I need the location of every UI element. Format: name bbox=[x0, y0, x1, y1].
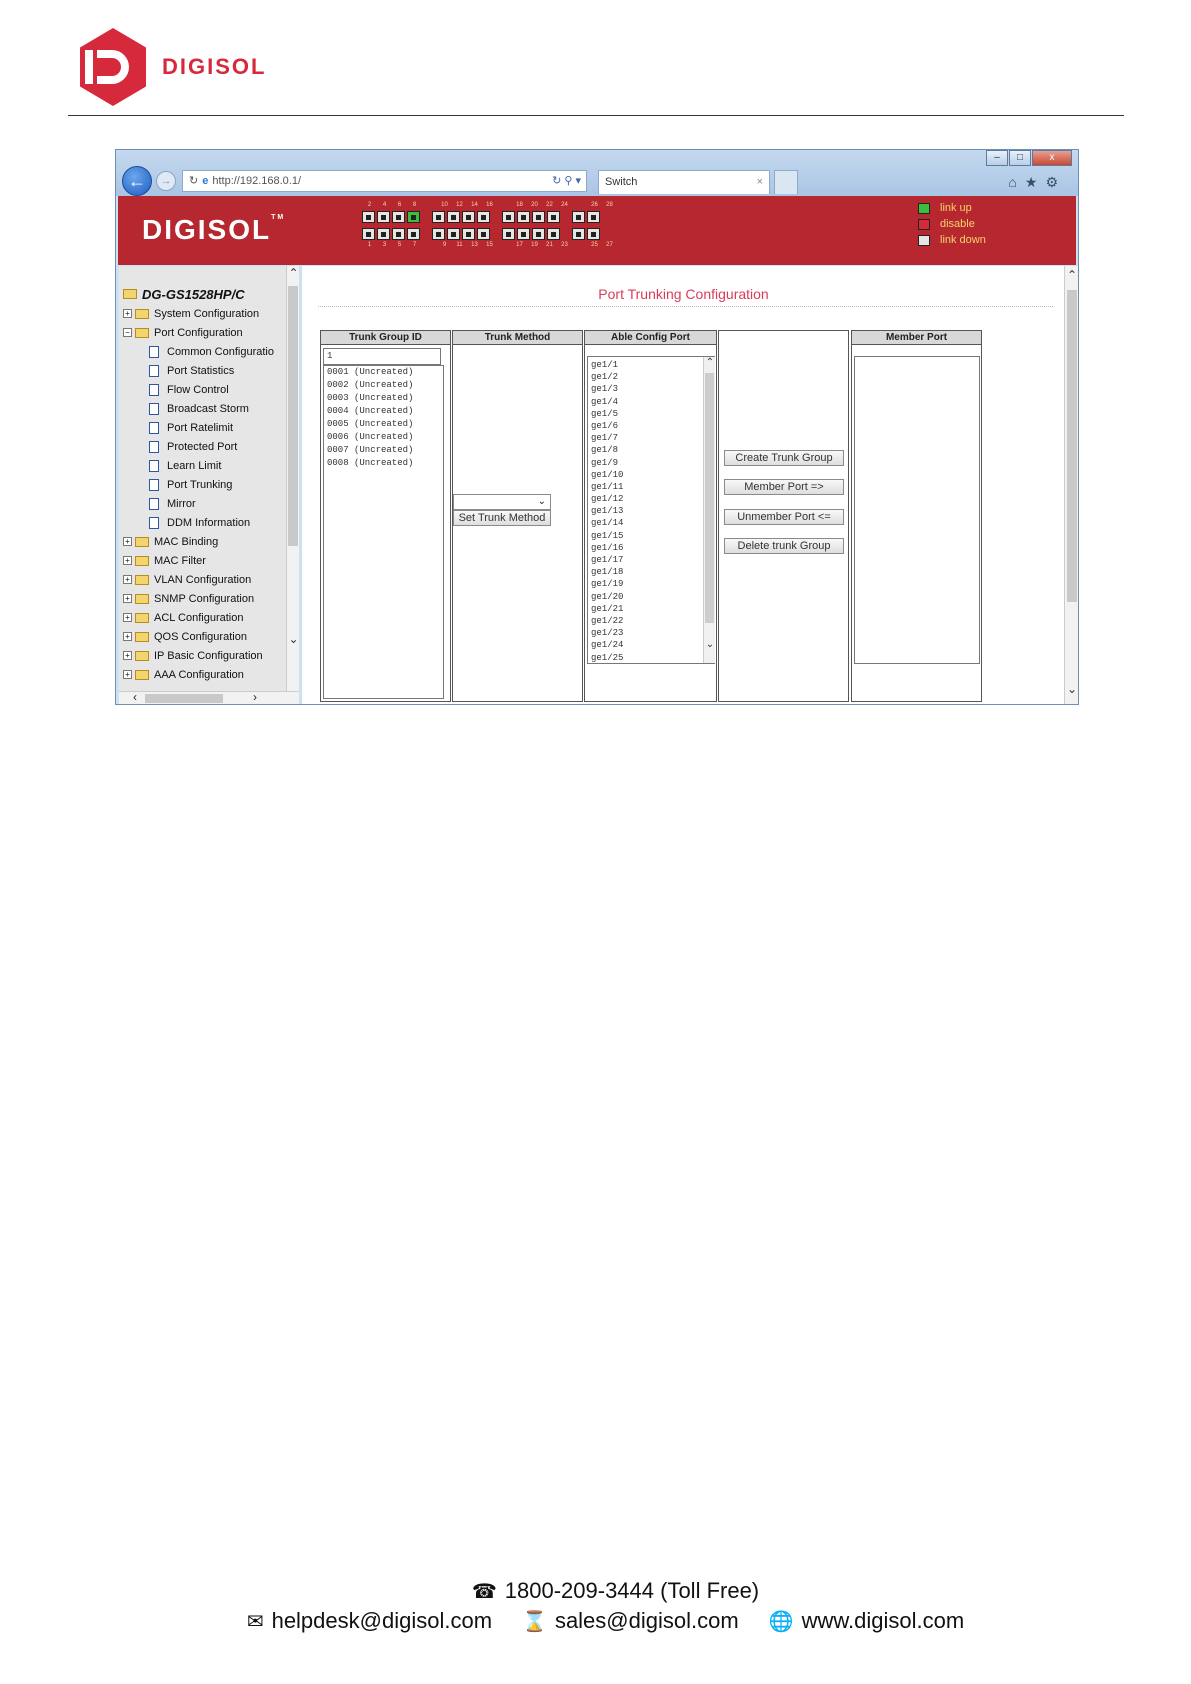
port-number: 19 bbox=[531, 242, 538, 248]
trunk-group-column bbox=[320, 330, 451, 702]
port-icon[interactable] bbox=[587, 211, 600, 223]
trunk-id-input[interactable]: 1 bbox=[323, 348, 441, 365]
expand-icon[interactable]: + bbox=[123, 670, 132, 679]
port-option[interactable]: ge1/16 bbox=[591, 542, 624, 553]
create-trunk-group-button[interactable]: Create Trunk Group bbox=[724, 450, 844, 466]
port-legend bbox=[918, 200, 986, 248]
tree-item-label: Broadcast Storm bbox=[167, 402, 249, 415]
tree-item-folder[interactable] bbox=[123, 627, 274, 646]
close-button[interactable]: x bbox=[1032, 150, 1072, 166]
port-icon[interactable] bbox=[377, 211, 390, 223]
port-row-top bbox=[362, 211, 602, 223]
port-icon[interactable] bbox=[532, 228, 545, 240]
trunk-group-option[interactable]: 0002 (Uncreated) bbox=[327, 380, 414, 390]
port-gap bbox=[492, 228, 502, 240]
port-numbers-bottom bbox=[362, 242, 617, 248]
browser-tab[interactable] bbox=[598, 170, 770, 194]
port-icon[interactable] bbox=[532, 211, 545, 223]
legend-link-down: link down bbox=[940, 234, 986, 246]
phone-icon: ☎ bbox=[471, 1581, 497, 1603]
port-number: 5 bbox=[397, 242, 402, 248]
scrollbar-thumb[interactable] bbox=[1067, 290, 1077, 602]
expand-icon[interactable]: + bbox=[123, 594, 132, 603]
refresh-icon[interactable]: ↻ bbox=[189, 175, 199, 187]
doc-footer bbox=[0, 1578, 1191, 1634]
tree-item-label: Flow Control bbox=[167, 383, 229, 396]
tree-item-port-child[interactable] bbox=[123, 418, 274, 437]
collapse-icon[interactable]: − bbox=[123, 328, 132, 337]
page-title: Port Trunking Configuration bbox=[598, 286, 769, 302]
switch-banner bbox=[118, 196, 1076, 265]
trunk-method-column bbox=[452, 330, 583, 702]
port-number: 22 bbox=[546, 202, 553, 208]
port-icon[interactable] bbox=[462, 211, 475, 223]
address-bar[interactable] bbox=[182, 170, 587, 192]
port-option[interactable]: ge1/14 bbox=[591, 518, 624, 529]
port-icon[interactable] bbox=[517, 228, 530, 240]
tab-close-icon[interactable]: × bbox=[756, 176, 763, 188]
port-number: 26 bbox=[591, 202, 598, 208]
port-list-scrollbar[interactable] bbox=[703, 357, 715, 663]
folder-icon bbox=[135, 575, 149, 585]
minimize-button[interactable]: – bbox=[986, 150, 1008, 166]
tree-item-label: Learn Limit bbox=[167, 459, 222, 472]
tree-item-port-child[interactable] bbox=[123, 513, 274, 532]
home-icon[interactable]: ⌂ bbox=[1008, 174, 1025, 190]
legend-link-up: link up bbox=[940, 202, 972, 214]
port-option[interactable]: ge1/19 bbox=[591, 579, 624, 590]
trunk-group-option[interactable]: 0003 (Uncreated) bbox=[327, 393, 414, 403]
expand-icon[interactable]: + bbox=[123, 613, 132, 622]
scroll-up-icon[interactable]: ⌃ bbox=[1066, 268, 1078, 282]
port-gap bbox=[497, 242, 512, 248]
port-icon[interactable] bbox=[572, 211, 585, 223]
scroll-down-icon[interactable]: ⌄ bbox=[705, 639, 715, 650]
port-number: 15 bbox=[486, 242, 493, 248]
globe-icon: 🌐 bbox=[768, 1611, 794, 1633]
tree-item-port-configuration[interactable]: − Port Configuration bbox=[123, 323, 274, 342]
tree-item-label: Common Configuratio bbox=[167, 345, 274, 358]
trunk-group-option[interactable]: 0004 (Uncreated) bbox=[327, 406, 414, 416]
folder-icon bbox=[135, 632, 149, 642]
port-icon[interactable] bbox=[362, 211, 375, 223]
chevron-down-icon: ⌄ bbox=[537, 496, 546, 507]
document-icon bbox=[149, 479, 159, 491]
scrollbar-thumb[interactable] bbox=[705, 373, 714, 623]
maximize-button[interactable]: □ bbox=[1009, 150, 1031, 166]
port-number: 11 bbox=[456, 242, 463, 248]
set-trunk-method-button[interactable]: Set Trunk Method bbox=[453, 510, 551, 526]
sidebar bbox=[119, 266, 289, 704]
action-column bbox=[718, 330, 849, 702]
content-scrollbar[interactable] bbox=[1064, 266, 1078, 704]
port-option[interactable]: ge1/8 bbox=[591, 445, 619, 456]
footer-helpdesk[interactable]: ✉ helpdesk@digisol.com bbox=[246, 1608, 493, 1633]
scroll-left-icon[interactable]: ‹ bbox=[133, 690, 137, 704]
port-gap bbox=[572, 202, 587, 208]
trunk-group-id-header: Trunk Group ID bbox=[321, 331, 450, 345]
port-gap bbox=[422, 211, 432, 223]
tree-root[interactable]: DG-GS1528HP/C bbox=[123, 284, 274, 304]
delete-trunk-group-button[interactable]: Delete trunk Group bbox=[724, 538, 844, 554]
tree-item-folder[interactable] bbox=[123, 646, 274, 665]
port-number: 4 bbox=[382, 202, 387, 208]
port-icon[interactable] bbox=[407, 228, 420, 240]
port-number: 8 bbox=[412, 202, 417, 208]
star-icon[interactable]: ★ bbox=[1024, 174, 1046, 190]
port-icon[interactable] bbox=[462, 228, 475, 240]
expand-icon[interactable]: + bbox=[123, 575, 132, 584]
port-number: 1 bbox=[367, 242, 372, 248]
folder-icon bbox=[135, 556, 149, 566]
folder-icon bbox=[123, 289, 137, 299]
port-icon[interactable] bbox=[502, 228, 515, 240]
port-option[interactable]: ge1/3 bbox=[591, 384, 619, 395]
footer-sales[interactable]: ⌛ sales@digisol.com bbox=[522, 1608, 739, 1633]
tree-item-folder[interactable] bbox=[123, 532, 274, 551]
disable-swatch bbox=[918, 219, 930, 230]
link-down-swatch bbox=[918, 235, 930, 246]
tree-item-port-child[interactable] bbox=[123, 361, 274, 380]
trunk-group-option[interactable]: 0006 (Uncreated) bbox=[327, 432, 414, 442]
port-number: 13 bbox=[471, 242, 478, 248]
port-number: 28 bbox=[606, 202, 613, 208]
tree-item-label: Protected Port bbox=[167, 440, 238, 453]
port-gap bbox=[562, 228, 572, 240]
tree-item-system-configuration[interactable]: + System Configuration bbox=[123, 304, 274, 323]
folder-icon bbox=[135, 651, 149, 661]
footer-phone: ☎ 1800-209-3444 (Toll Free) bbox=[471, 1578, 760, 1603]
port-number: 17 bbox=[516, 242, 523, 248]
window-buttons bbox=[985, 150, 1072, 166]
able-port-list[interactable] bbox=[587, 356, 715, 664]
tree-item-folder[interactable] bbox=[123, 665, 274, 684]
port-icon[interactable] bbox=[547, 228, 560, 240]
tree-item-label: ACL Configuration bbox=[154, 611, 244, 624]
port-icon[interactable] bbox=[587, 228, 600, 240]
scroll-up-icon[interactable]: ⌃ bbox=[288, 266, 299, 280]
ie-icon: e bbox=[202, 175, 209, 187]
expand-icon[interactable]: + bbox=[123, 556, 132, 565]
document-icon bbox=[149, 460, 159, 472]
main-content bbox=[302, 266, 1065, 704]
port-gap bbox=[572, 242, 587, 248]
tree-item-port-child[interactable] bbox=[123, 475, 274, 494]
port-number: 20 bbox=[531, 202, 538, 208]
trunk-group-option[interactable]: 0005 (Uncreated) bbox=[327, 419, 414, 429]
gear-icon[interactable]: ⚙ bbox=[1045, 174, 1066, 190]
member-port-button[interactable]: Member Port => bbox=[724, 479, 844, 495]
hscroll-thumb[interactable] bbox=[145, 694, 223, 703]
document-icon bbox=[149, 441, 159, 453]
tab-title: Switch bbox=[605, 176, 638, 188]
trunk-group-option[interactable]: 0008 (Uncreated) bbox=[327, 458, 414, 468]
port-option[interactable]: ge1/13 bbox=[591, 506, 624, 517]
port-number: 6 bbox=[397, 202, 402, 208]
tree-item-port-child[interactable] bbox=[123, 399, 274, 418]
port-number: 25 bbox=[591, 242, 598, 248]
search-icon[interactable]: ↻ ⚲ ▾ bbox=[552, 175, 581, 187]
port-number: 16 bbox=[486, 202, 493, 208]
port-option[interactable]: ge1/22 bbox=[591, 615, 624, 626]
trunk-method-select[interactable] bbox=[453, 494, 551, 510]
forward-arrow-icon[interactable]: → bbox=[156, 171, 176, 191]
port-number: 12 bbox=[456, 202, 463, 208]
mail-icon: ✉ bbox=[246, 1611, 264, 1633]
tree-item-folder[interactable] bbox=[123, 570, 274, 589]
tree-item-label: Port Trunking bbox=[167, 478, 233, 491]
folder-icon bbox=[135, 613, 149, 623]
port-row-bottom bbox=[362, 228, 602, 240]
tree-item-folder[interactable] bbox=[123, 589, 274, 608]
port-icon[interactable] bbox=[432, 228, 445, 240]
tree-item-port-child[interactable] bbox=[123, 437, 274, 456]
able-config-port-column bbox=[584, 330, 717, 702]
port-option[interactable]: ge1/24 bbox=[591, 640, 624, 651]
tree-item-label: Port Statistics bbox=[167, 364, 235, 377]
digisol-logo bbox=[80, 28, 266, 106]
tree-item-port-child[interactable] bbox=[123, 494, 274, 513]
folder-icon bbox=[135, 670, 149, 680]
folder-icon bbox=[135, 537, 149, 547]
scroll-up-icon[interactable]: ⌃ bbox=[705, 357, 715, 368]
browser-screenshot bbox=[115, 149, 1079, 705]
port-option[interactable]: ge1/4 bbox=[591, 396, 619, 407]
port-icon[interactable] bbox=[407, 211, 420, 223]
port-number: 18 bbox=[516, 202, 523, 208]
scrollbar-thumb[interactable] bbox=[288, 286, 298, 546]
footer-web[interactable]: 🌐 www.digisol.com bbox=[768, 1608, 965, 1633]
trunk-group-option[interactable]: 0007 (Uncreated) bbox=[327, 445, 414, 455]
port-option[interactable]: ge1/6 bbox=[591, 420, 619, 431]
folder-open-icon bbox=[135, 328, 149, 338]
document-icon bbox=[149, 517, 159, 529]
document-icon bbox=[149, 346, 159, 358]
port-option[interactable]: ge1/17 bbox=[591, 555, 624, 565]
back-arrow-icon[interactable]: ← bbox=[122, 166, 152, 196]
tree-item-label: MAC Binding bbox=[154, 535, 219, 548]
port-icon[interactable] bbox=[432, 211, 445, 223]
hourglass-icon: ⌛ bbox=[522, 1611, 547, 1633]
port-icon[interactable] bbox=[447, 211, 460, 223]
tree-item-label: Port Ratelimit bbox=[167, 421, 234, 434]
tree-item-port-child[interactable] bbox=[123, 380, 274, 399]
trunk-group-option[interactable]: 0001 (Uncreated) bbox=[327, 367, 414, 377]
tree-item-label: VLAN Configuration bbox=[154, 573, 252, 586]
browser-titlebar bbox=[116, 150, 1078, 196]
logo-text: DIGISOL bbox=[162, 54, 267, 79]
port-number: 2 bbox=[367, 202, 372, 208]
tree-item-port-child[interactable] bbox=[123, 456, 274, 475]
expand-icon[interactable]: + bbox=[123, 309, 132, 318]
port-icon[interactable] bbox=[477, 228, 490, 240]
port-numbers-top bbox=[362, 202, 617, 208]
port-gap bbox=[562, 211, 572, 223]
port-gap bbox=[422, 228, 432, 240]
port-number: 7 bbox=[412, 242, 417, 248]
port-number: 27 bbox=[606, 242, 613, 248]
tree-item-label: Mirror bbox=[167, 497, 196, 510]
document-icon bbox=[149, 403, 159, 415]
tree-item-label: IP Basic Configuration bbox=[154, 649, 263, 662]
port-option[interactable]: ge1/12 bbox=[591, 494, 624, 505]
title-divider bbox=[318, 306, 1053, 307]
unmember-port-button[interactable]: Unmember Port <= bbox=[724, 509, 844, 525]
port-number: 9 bbox=[442, 242, 447, 248]
tree-item-label: QOS Configuration bbox=[154, 630, 247, 643]
trunk-group-list[interactable] bbox=[323, 365, 444, 699]
tree-item-port-child[interactable] bbox=[123, 342, 274, 361]
logo-mark bbox=[80, 28, 146, 106]
member-port-column bbox=[851, 330, 982, 702]
new-tab-button[interactable] bbox=[774, 170, 798, 194]
port-gap bbox=[422, 202, 437, 208]
tree-item-label: MAC Filter bbox=[154, 554, 206, 567]
browser-tools bbox=[1008, 174, 1066, 191]
member-port-list[interactable] bbox=[854, 356, 980, 664]
member-port-header: Member Port bbox=[852, 331, 981, 345]
folder-icon bbox=[135, 594, 149, 604]
folder-icon bbox=[135, 309, 149, 319]
port-gap bbox=[422, 242, 437, 248]
port-option[interactable]: ge1/25 bbox=[591, 652, 624, 663]
port-icon[interactable] bbox=[502, 211, 515, 223]
port-icon[interactable] bbox=[377, 228, 390, 240]
port-icon[interactable] bbox=[392, 228, 405, 240]
port-option[interactable]: ge1/20 bbox=[591, 591, 624, 602]
port-icon[interactable] bbox=[547, 211, 560, 223]
port-option[interactable]: ge1/1 bbox=[591, 360, 619, 370]
port-option[interactable]: ge1/15 bbox=[591, 530, 624, 541]
port-option[interactable]: ge1/21 bbox=[591, 603, 624, 614]
sidebar-hscrollbar[interactable] bbox=[119, 691, 299, 705]
banner-brand: DIGISOL™ bbox=[142, 214, 286, 245]
scroll-right-icon[interactable]: › bbox=[253, 690, 257, 704]
expand-icon[interactable]: + bbox=[123, 651, 132, 660]
expand-icon[interactable]: + bbox=[123, 632, 132, 641]
port-number: 10 bbox=[441, 202, 448, 208]
port-option[interactable]: ge1/23 bbox=[591, 628, 624, 639]
port-gap bbox=[492, 211, 502, 223]
header-rule bbox=[68, 115, 1124, 116]
document-icon bbox=[149, 384, 159, 396]
nav-tree bbox=[123, 284, 274, 684]
port-option[interactable]: ge1/9 bbox=[591, 457, 619, 468]
port-icon[interactable] bbox=[362, 228, 375, 240]
link-up-swatch bbox=[918, 203, 930, 214]
sidebar-scrollbar[interactable] bbox=[286, 266, 299, 692]
port-number: 21 bbox=[546, 242, 553, 248]
document-icon bbox=[149, 422, 159, 434]
trunk-method-header: Trunk Method bbox=[453, 331, 582, 345]
port-option[interactable]: ge1/5 bbox=[591, 408, 619, 419]
tree-item-label: SNMP Configuration bbox=[154, 592, 255, 605]
port-icon[interactable] bbox=[517, 211, 530, 223]
port-gap bbox=[497, 202, 512, 208]
tree-item-folder[interactable] bbox=[123, 551, 274, 570]
port-number: 14 bbox=[471, 202, 478, 208]
tree-item-label: AAA Configuration bbox=[154, 668, 244, 681]
expand-icon[interactable]: + bbox=[123, 537, 132, 546]
tree-item-label: DDM Information bbox=[167, 516, 251, 529]
scroll-down-icon[interactable]: ⌄ bbox=[288, 632, 299, 646]
port-option[interactable]: ge1/2 bbox=[591, 372, 619, 383]
document-icon bbox=[149, 365, 159, 377]
legend-disable: disable bbox=[940, 218, 975, 230]
port-icon[interactable] bbox=[477, 211, 490, 223]
scroll-down-icon[interactable]: ⌄ bbox=[1066, 682, 1078, 696]
port-number: 23 bbox=[561, 242, 568, 248]
tree-item-folder[interactable] bbox=[123, 608, 274, 627]
port-option[interactable]: ge1/18 bbox=[591, 567, 624, 578]
port-icon[interactable] bbox=[447, 228, 460, 240]
document-icon bbox=[149, 498, 159, 510]
url-text: http://192.168.0.1/ bbox=[212, 175, 302, 187]
port-number: 3 bbox=[382, 242, 387, 248]
port-option[interactable]: ge1/7 bbox=[591, 433, 619, 444]
port-icon[interactable] bbox=[392, 211, 405, 223]
port-option[interactable]: ge1/10 bbox=[591, 469, 624, 480]
port-option[interactable]: ge1/11 bbox=[591, 481, 624, 492]
able-config-port-header: Able Config Port bbox=[585, 331, 716, 345]
port-icon[interactable] bbox=[572, 228, 585, 240]
port-number: 24 bbox=[561, 202, 568, 208]
